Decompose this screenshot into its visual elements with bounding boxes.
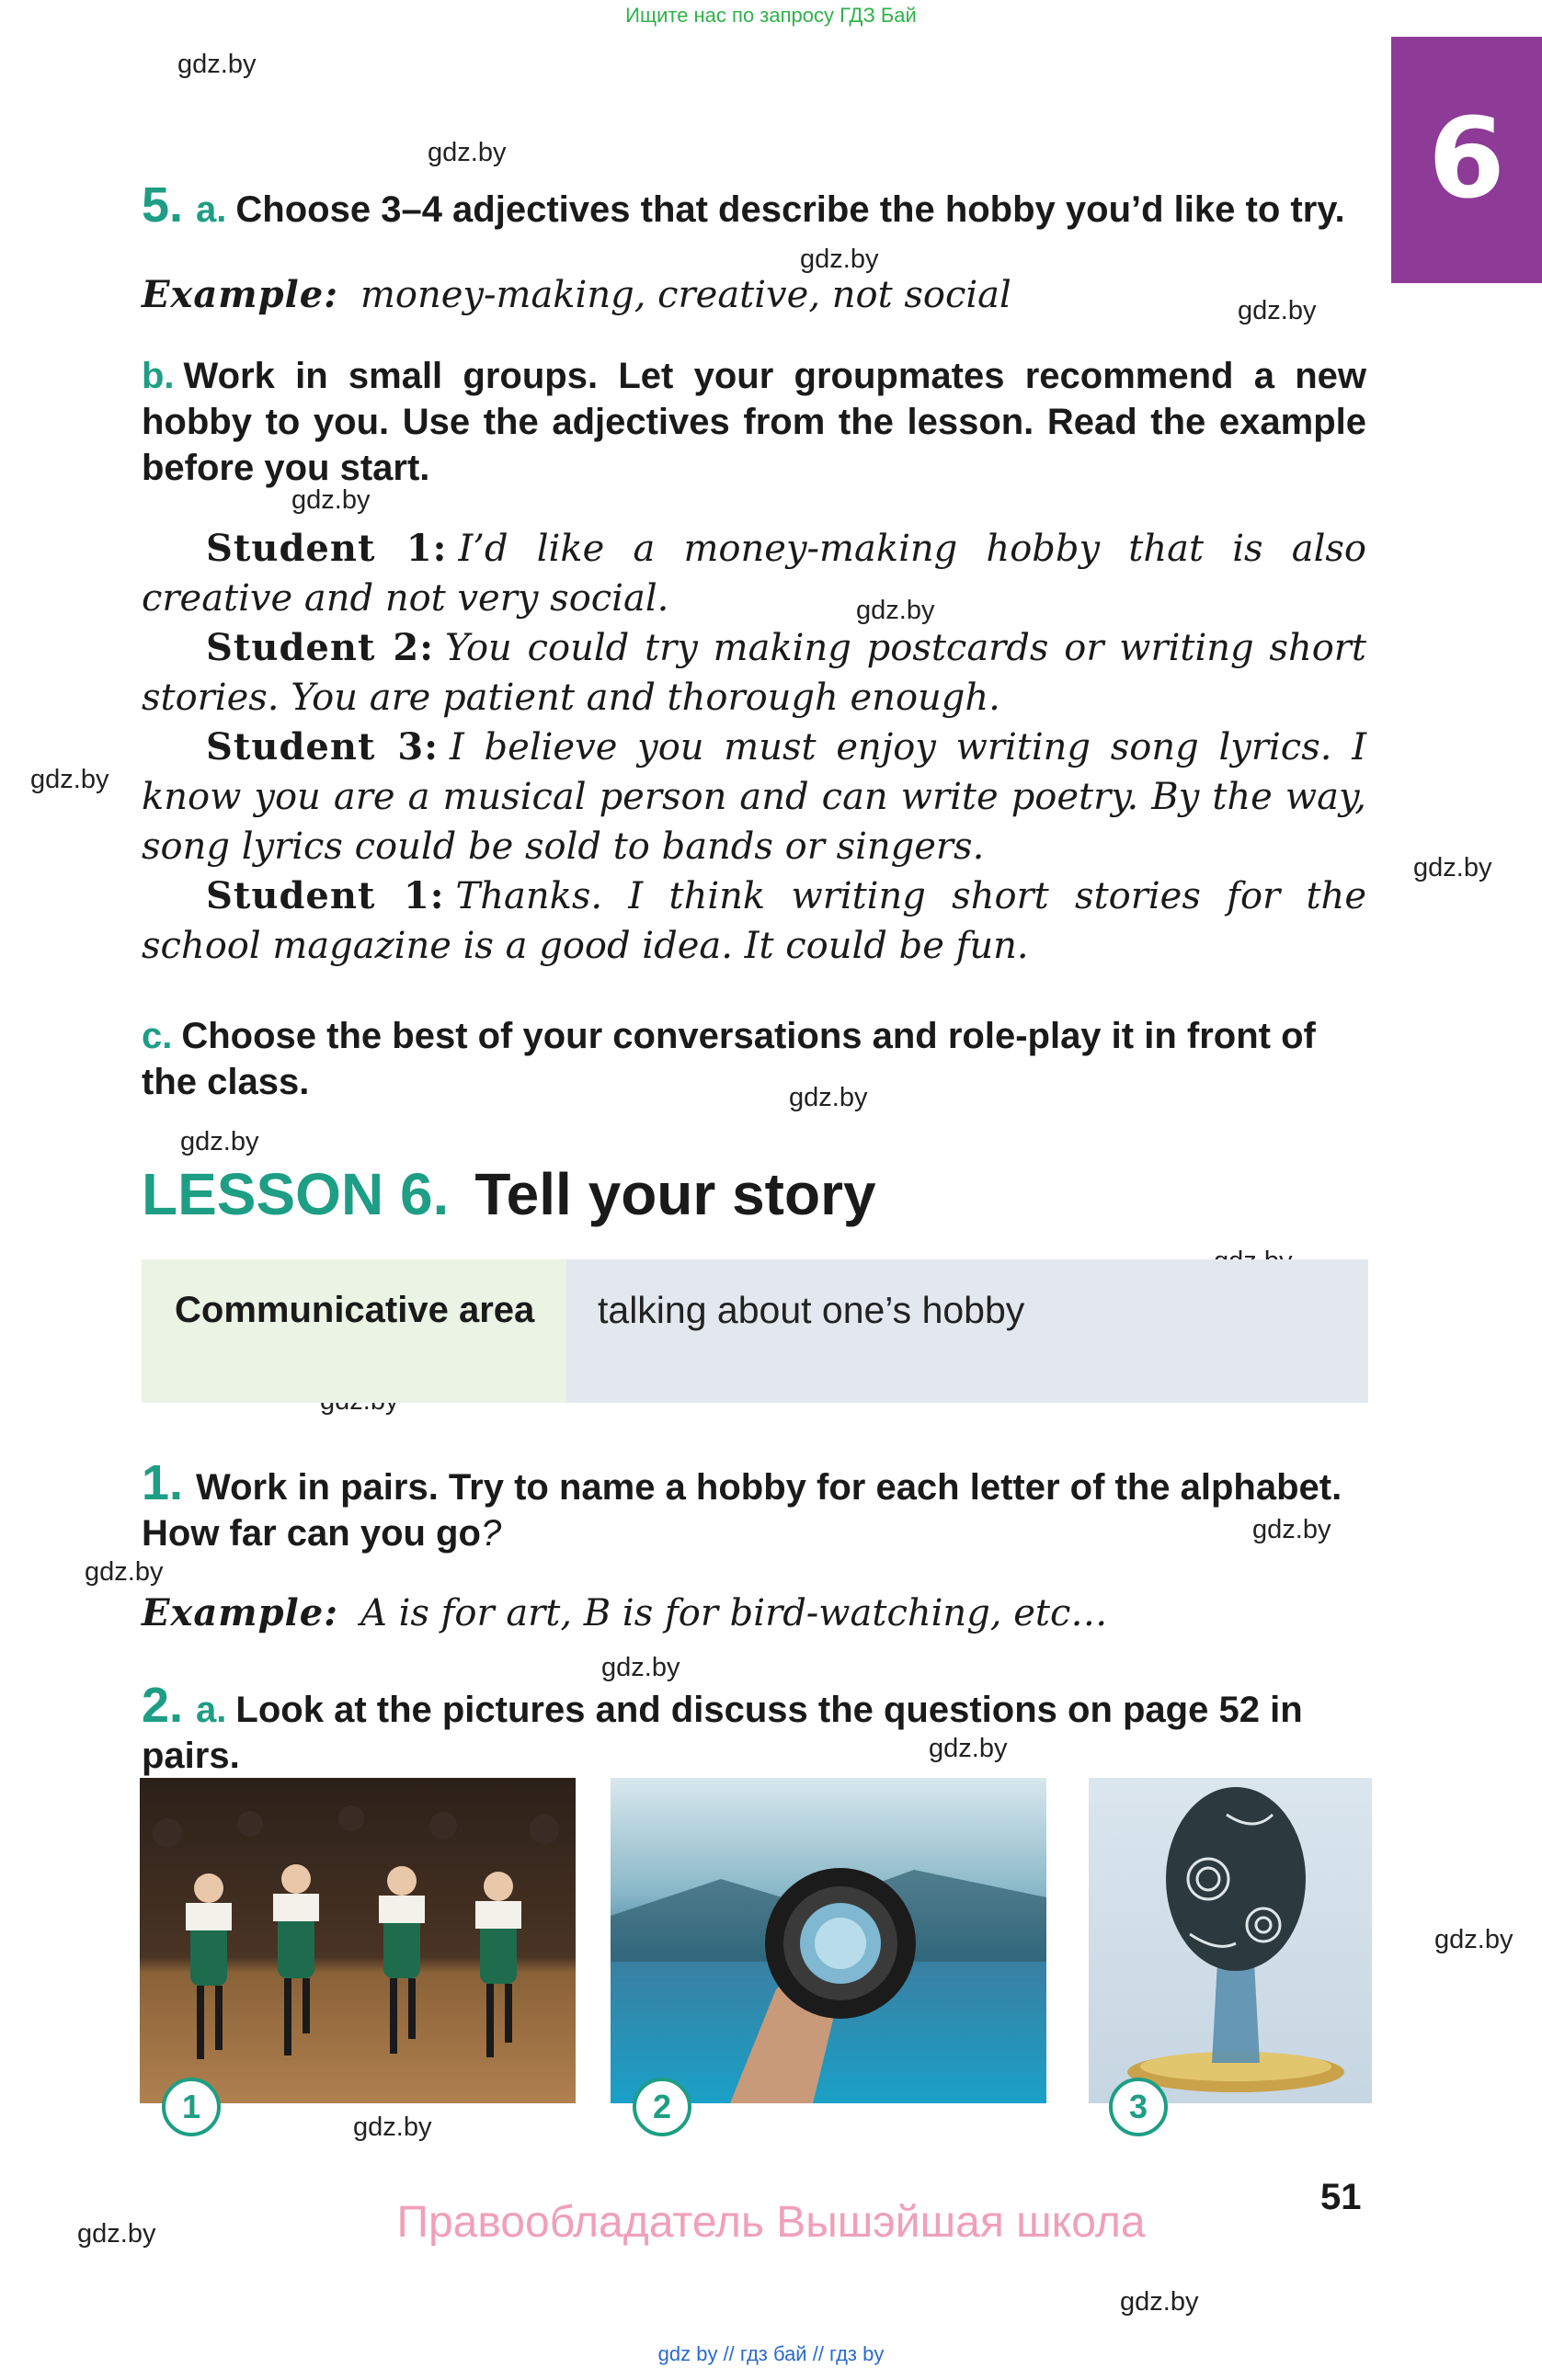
footer-links[interactable]: gdz by // гдз бай // гдз by bbox=[657, 2342, 885, 2365]
subtask-letter: a. bbox=[196, 189, 227, 230]
task-1 bbox=[142, 1455, 1366, 1556]
task-number: 1. bbox=[142, 1455, 184, 1510]
task-instruction: Look at the pictures and discuss the questions on page 52 in pairs. bbox=[142, 1690, 1303, 1776]
watermark: gdz.by bbox=[1252, 1515, 1331, 1544]
task-number: 2. bbox=[142, 1678, 184, 1733]
example-text: A is for art, B is for bird-watching, etc… bbox=[360, 1592, 1108, 1634]
watermark: gdz.by bbox=[428, 138, 507, 167]
dialog-line bbox=[142, 871, 1366, 971]
subtask-letter: b. bbox=[142, 356, 175, 396]
top-search-banner: Ищите нас по запросу ГДЗ Бай bbox=[625, 4, 917, 27]
dialog-line bbox=[142, 723, 1366, 871]
dialog-text: I believe you must enjoy writing song lyrics. I know you are a musical person and can write poetry. By the way, song lyrics could be sold to bands or singers. bbox=[142, 726, 1367, 868]
communicative-area-value: talking about one’s hobby bbox=[598, 1289, 1025, 1331]
watermark: gdz.by bbox=[1434, 1925, 1513, 1954]
copyright-owner: Правообладатель Вышэйшая школа bbox=[396, 2198, 1146, 2247]
picture-badge-1: 1 bbox=[162, 2078, 221, 2136]
example-5a bbox=[142, 270, 1366, 320]
example-1 bbox=[142, 1589, 1366, 1638]
dialog-text: Thanks. I think writing short stories for the school magazine is a good idea. It could be fun. bbox=[142, 875, 1366, 967]
example-label: Example: bbox=[142, 1591, 338, 1634]
picture-badge-2: 2 bbox=[633, 2078, 691, 2136]
lesson-title: Tell your story bbox=[474, 1161, 876, 1227]
page-number: 51 bbox=[1320, 2177, 1362, 2217]
watermark: gdz.by bbox=[85, 1557, 164, 1587]
watermark: gdz.by bbox=[180, 1127, 259, 1156]
watermark: gdz.by bbox=[177, 50, 257, 79]
watermark: gdz.by bbox=[1120, 2287, 1199, 2317]
unit-number-tab: 6 bbox=[1391, 37, 1542, 283]
task-2a bbox=[142, 1678, 1366, 1779]
communicative-area-value-cell bbox=[566, 1259, 1368, 1403]
question-mark: ? bbox=[480, 1513, 502, 1554]
watermark: gdz.by bbox=[30, 765, 109, 794]
lesson-number: LESSON 6. bbox=[142, 1161, 450, 1227]
lesson-heading bbox=[142, 1160, 876, 1228]
dialog-text: You could try making postcards or writing short stories. You are patient and thorough enough. bbox=[142, 627, 1367, 719]
watermark: gdz.by bbox=[789, 1083, 868, 1112]
watermark: gdz.by bbox=[601, 1653, 680, 1682]
picture-camera-lens bbox=[611, 1778, 1046, 2103]
subtask-letter: a. bbox=[196, 1690, 227, 1730]
task-number: 5. bbox=[142, 177, 184, 233]
watermark: gdz.by bbox=[291, 485, 371, 515]
watermark: gdz.by bbox=[1238, 296, 1317, 325]
watermark: gdz.by bbox=[800, 245, 879, 274]
example-dialog bbox=[142, 524, 1366, 971]
communicative-area-label-cell bbox=[142, 1259, 566, 1403]
watermark: gdz.by bbox=[929, 1734, 1008, 1763]
example-text: money-making, creative, not social bbox=[360, 274, 1011, 316]
dialog-speaker: Student 2: bbox=[206, 626, 435, 669]
dialog-speaker: Student 1: bbox=[206, 874, 445, 917]
watermark: gdz.by bbox=[77, 2219, 156, 2249]
picture-carved-egg bbox=[1089, 1778, 1372, 2103]
subtask-letter: c. bbox=[142, 1016, 173, 1056]
picture-badge-3: 3 bbox=[1109, 2078, 1168, 2136]
task-5b bbox=[142, 353, 1366, 491]
task-5a bbox=[142, 177, 1366, 233]
dialog-speaker: Student 3: bbox=[206, 725, 439, 769]
dialog-line bbox=[142, 524, 1366, 623]
watermark: gdz.by bbox=[1413, 853, 1492, 883]
example-label: Example: bbox=[142, 273, 338, 316]
communicative-area-box bbox=[142, 1259, 1368, 1403]
watermark: gdz.by bbox=[856, 596, 935, 625]
task-instruction: Choose the best of your conversations and role-play it in front of the class. bbox=[142, 1016, 1316, 1102]
dialog-line bbox=[142, 623, 1366, 723]
task-instruction: Choose 3–4 adjectives that describe the hobby you’d like to try. bbox=[235, 189, 1345, 230]
picture-irish-dancers bbox=[140, 1778, 576, 2103]
task-5c bbox=[142, 1013, 1366, 1105]
communicative-area-label: Communicative area bbox=[175, 1290, 535, 1330]
dialog-speaker: Student 1: bbox=[206, 527, 448, 570]
watermark: gdz.by bbox=[353, 2112, 432, 2142]
dialog-text: I’d like a money-making hobby that is also creative and not very social. bbox=[142, 528, 1366, 620]
task-instruction: Work in small groups. Let your groupmates recommend a new hobby to you. Use the adjectives from the lesson. Read the example before you start. bbox=[142, 356, 1366, 488]
task-instruction: Work in pairs. Try to name a hobby for each letter of the alphabet. How far can you go bbox=[142, 1467, 1342, 1554]
